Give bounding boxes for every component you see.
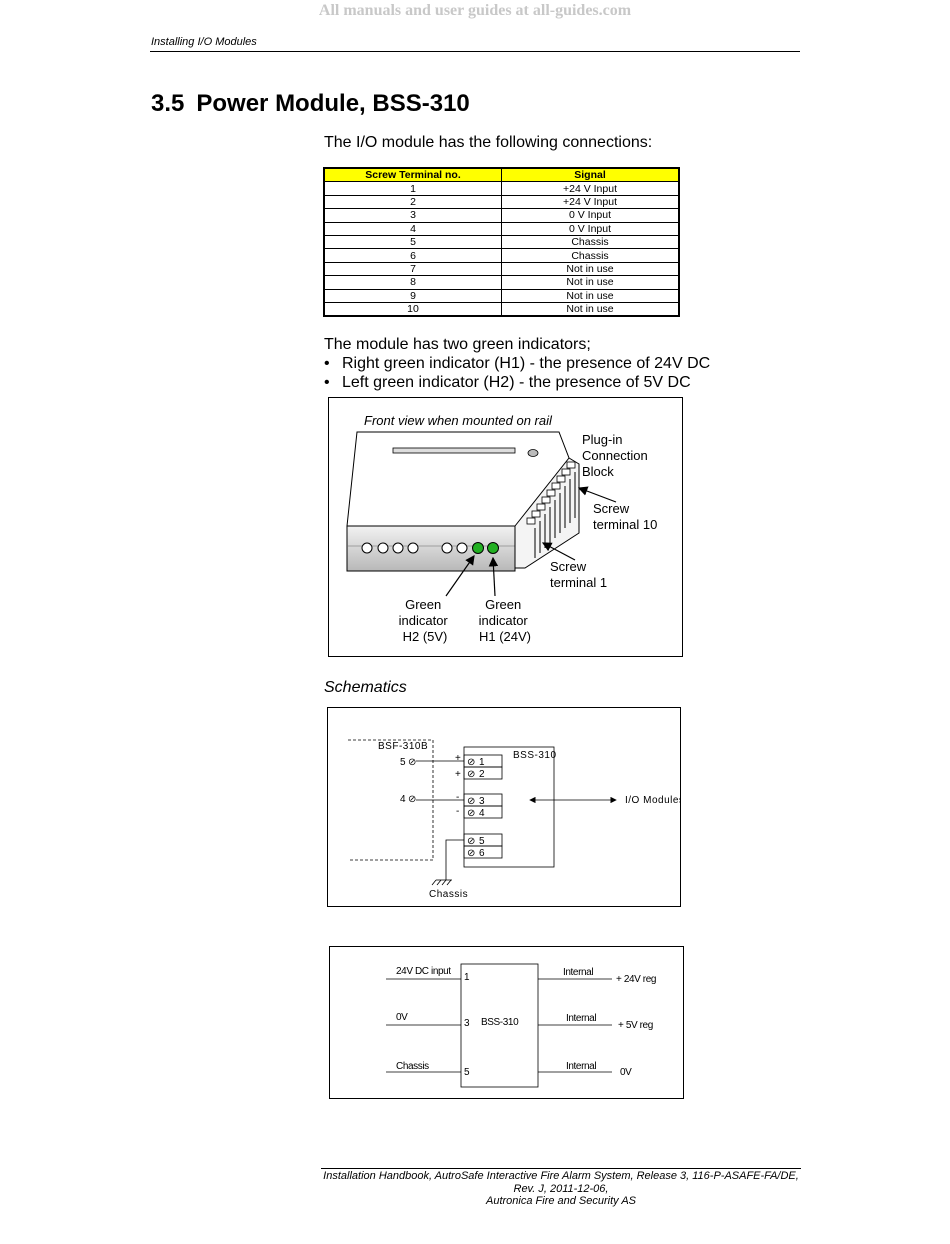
ground-hatch [447,880,451,885]
minus-mark: - [456,806,460,817]
schematic-1-frame [327,707,681,907]
signal-cell: Chassis [502,235,680,248]
terminal-slot [532,511,540,517]
table-row [324,222,679,235]
table-row [324,182,679,195]
terminal-cell: 2 [324,195,502,208]
h2-label-line: Green [405,597,442,612]
bss-label: BSS-310 [513,750,557,761]
terminal-slot [567,462,575,468]
terminal-screw-icon: ⊘ [467,757,476,768]
led-off-icon [362,543,372,553]
footer-line: Installation Handbook, AutroSafe Interactive Fire Alarm System, Release 3, 116-P-ASAFE-FA/DE, [323,1170,799,1182]
terminal-number: 6 [479,848,486,859]
h1-label [479,597,532,644]
signal-cell: Not in use [502,289,680,302]
module-screw [528,450,538,457]
section-title [151,90,470,118]
table-header-terminal: Screw Terminal no. [324,168,502,182]
terminal-screw-icon: ⊘ [467,808,476,819]
terminal-slot [552,483,560,489]
led-off-icon [442,543,452,553]
list-item [324,373,710,392]
input-label: Chassis [396,1061,429,1072]
h2-label-line: indicator [398,613,448,628]
footer-rule [321,1168,801,1169]
h1-label-line: indicator [478,613,528,628]
h1-label-line: Green [485,597,522,612]
terminal-number: 2 [479,769,486,780]
signal-cell: Not in use [502,276,680,289]
minus-mark: - [456,792,460,803]
table-row [324,262,679,275]
table-header-row [324,168,679,182]
terminal-cell: 10 [324,302,502,316]
watermark: All manuals and user guides at all-guides.com [318,2,632,19]
table-header-signal: Signal [502,168,680,182]
bsf-terminal-number: 5 [400,757,407,768]
io-label: I/O Modules [625,795,680,806]
table-row [324,302,679,316]
input-label: 0V [396,1012,408,1023]
intro-text: The I/O module has the following connections: [324,134,653,151]
footer [321,1170,801,1208]
screw10-label [593,501,657,532]
terminal-slot [542,497,550,503]
front-view-frame [328,397,683,657]
led-off-icon [378,543,388,553]
led-off-icon [457,543,467,553]
table-row [324,289,679,302]
terminal-cell: 3 [324,209,502,222]
terminal-number: 3 [479,796,486,807]
terminal-screw-icon: ⊘ [467,796,476,807]
header-rule [150,51,800,52]
list-item [324,354,710,373]
ground-hatch [432,880,436,885]
plugin-label-line: Block [582,464,614,479]
terminal-slot [547,490,555,496]
screw10-label-line: terminal 10 [593,517,658,532]
screw10-arrow [579,488,616,502]
terminal-cell: 8 [324,276,502,289]
signal-cell: Not in use [502,262,680,275]
signal-cell: 0 V Input [502,222,680,235]
green-indicator-h1-icon [488,543,499,554]
h2-label [399,597,452,644]
output-label: Internal [566,1061,597,1072]
output-label: Internal [566,1013,597,1024]
pin-number: 1 [464,972,470,983]
terminal-cell: 7 [324,262,502,275]
terminal-cell: 6 [324,249,502,262]
screw1-label-line: terminal 1 [550,575,608,590]
terminal-number: 1 [479,757,486,768]
connections-table [323,167,680,317]
led-off-icon [393,543,403,553]
footer-line: Autronica Fire and Security AS [486,1195,636,1207]
block-label: BSS-310 [481,1017,519,1028]
indicators-section [324,335,710,392]
terminal-number: 4 [479,808,486,819]
schematic-2-diagram [330,947,683,1098]
plus-mark: + [455,769,462,780]
schematic-1-diagram [328,708,680,906]
bullet: • [324,355,330,372]
running-header: Installing I/O Modules [151,36,257,48]
plugin-label-line: Connection [582,448,648,463]
section-number: 3.5 [151,90,185,117]
led-off-icon [408,543,418,553]
bsf-screw-icon: ⊘ [408,794,417,805]
schematics-title: Schematics [324,679,407,696]
table-row [324,235,679,248]
signal-cell: +24 V Input [502,182,680,195]
indicators-intro: The module has two green indicators; [324,336,591,353]
indicator-h2-text: Left green indicator (H2) - the presence of 5V DC [342,374,691,391]
signal-cell: Not in use [502,302,680,316]
output-label: Internal [563,967,594,978]
module-slot [393,448,515,453]
plugin-label-line: Plug-in [582,432,623,447]
screw10-label-line: Screw [593,501,630,516]
terminal-cell: 4 [324,222,502,235]
pin-number: 5 [464,1067,470,1078]
terminal-number: 5 [479,836,486,847]
signal-cell: +24 V Input [502,195,680,208]
table-row [324,249,679,262]
terminal-cell: 5 [324,235,502,248]
output-value: + 5V reg [618,1020,653,1031]
terminal-slot [562,469,570,475]
terminal-screw-icon: ⊘ [467,836,476,847]
screw1-label [550,559,607,590]
signal-cell: Chassis [502,249,680,262]
footer-line: Rev. J, 2011-12-06, [513,1182,609,1195]
output-value: + 24V reg [616,974,657,985]
output-value: 0V [620,1067,632,1078]
bss-block [464,747,554,867]
ground-hatch [437,880,441,885]
h2-label-line: H2 (5V) [402,629,448,644]
bsf-screw-icon: ⊘ [408,757,417,768]
bsf-terminal-number: 4 [400,794,407,805]
h1-label-line: H1 (24V) [478,629,532,644]
bullet: • [324,374,330,391]
section-heading: Power Module, BSS-310 [196,90,470,117]
terminal-cell: 1 [324,182,502,195]
table-row [324,195,679,208]
schematic-2-frame [329,946,684,1099]
terminal-slot [557,476,565,482]
table-row [324,276,679,289]
terminal-screw-icon: ⊘ [467,848,476,859]
ground-hatch [442,880,446,885]
front-view-caption: Front view when mounted on rail [364,413,552,428]
green-indicator-h2-icon [473,543,484,554]
bsf-label: BSF-310B [378,741,429,752]
screw1-label-line: Screw [550,559,587,574]
signal-cell: 0 V Input [502,209,680,222]
terminal-screw-icon: ⊘ [467,769,476,780]
terminal-cell: 9 [324,289,502,302]
table-row [324,209,679,222]
chassis-label: Chassis [429,889,469,900]
wire-chassis [446,840,464,880]
pin-number: 3 [464,1018,470,1029]
indicators-list [324,354,710,392]
terminal-slot [527,518,535,524]
input-label: 24V DC input [396,966,451,977]
terminal-slot [537,504,545,510]
plugin-label [582,432,651,479]
front-view-diagram [329,398,682,656]
plus-mark: + [455,753,462,764]
indicator-h1-text: Right green indicator (H1) - the presence of 24V DC [342,355,711,372]
